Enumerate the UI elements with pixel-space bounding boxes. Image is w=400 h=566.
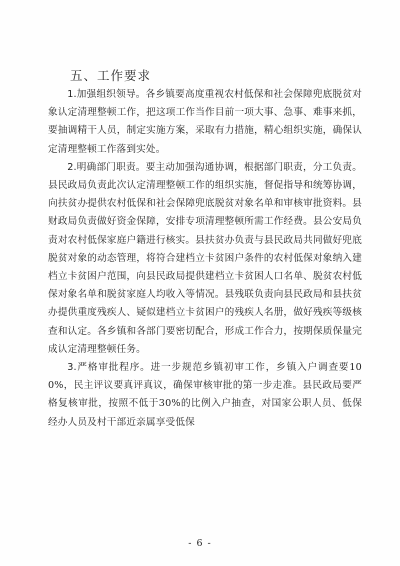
paragraph-text: 各乡镇要高度重视农村低保和社会保障兜底脱贫对象认定清理整顿工作，把这项工作当作目前一项大事、急事、难事来抓，要抽调精干人员，制定实施方案，采取有力措施，精心组织实施，确保认定清理整顿工作落到实处。 [48,89,362,155]
paragraph-heading: 3.严格审批程序。 [67,362,151,374]
paragraph-responsibilities [48,159,362,359]
paragraph-text: 要主动加强沟通协调，根据部门职责，分工负责。县民政局负责此次认定清理整顿工作的组织实施，督促指导和统筹协调，向扶贫办提供农村低保和社会保障兜底脱贫对象名单和审核审批资料。县财政局负责做好资金保障，安排专项清理整顿所需工作经费。县公安局负责对农村低保家庭户籍进行核实。县扶贫办负责与县民政局共同做好兜底脱贫对象的动态管理，将符合建档立卡贫困户条件的农村低保对象纳入建档立卡贫困户范围，向县民政局提供建档立卡贫困人口名单、脱贫农村低保对象名单和脱贫家庭人均收入等情况。县残联负责向县民政局和县扶贫办提供重度残疾人、疑似建档立卡贫困户的残疾人名册，做好残疾等级核查和认定。各乡镇和各部门要密切配合，形成工作合力，按期保质保量完成认定清理整顿任务。 [48,161,362,355]
paragraph-heading: 1.加强组织领导。 [67,89,146,100]
paragraph-text: 进一步规范乡镇初审工作，乡镇入户调查要100%，民主评议要真评真议，确保审核审批的第一步走准。县民政局要严格复核审批，按照不低于30%的比例入户抽查，对国家公职人员、低保经办人员及村干部近亲属享受低保 [48,362,362,428]
paragraph-approval [48,359,362,432]
page-number: - 6 - [188,538,212,549]
paragraph-heading: 2.明确部门职责。 [67,161,146,173]
section-title: 五、工作要求 [70,68,152,83]
document-body [48,86,362,432]
paragraph-organization [48,86,362,159]
